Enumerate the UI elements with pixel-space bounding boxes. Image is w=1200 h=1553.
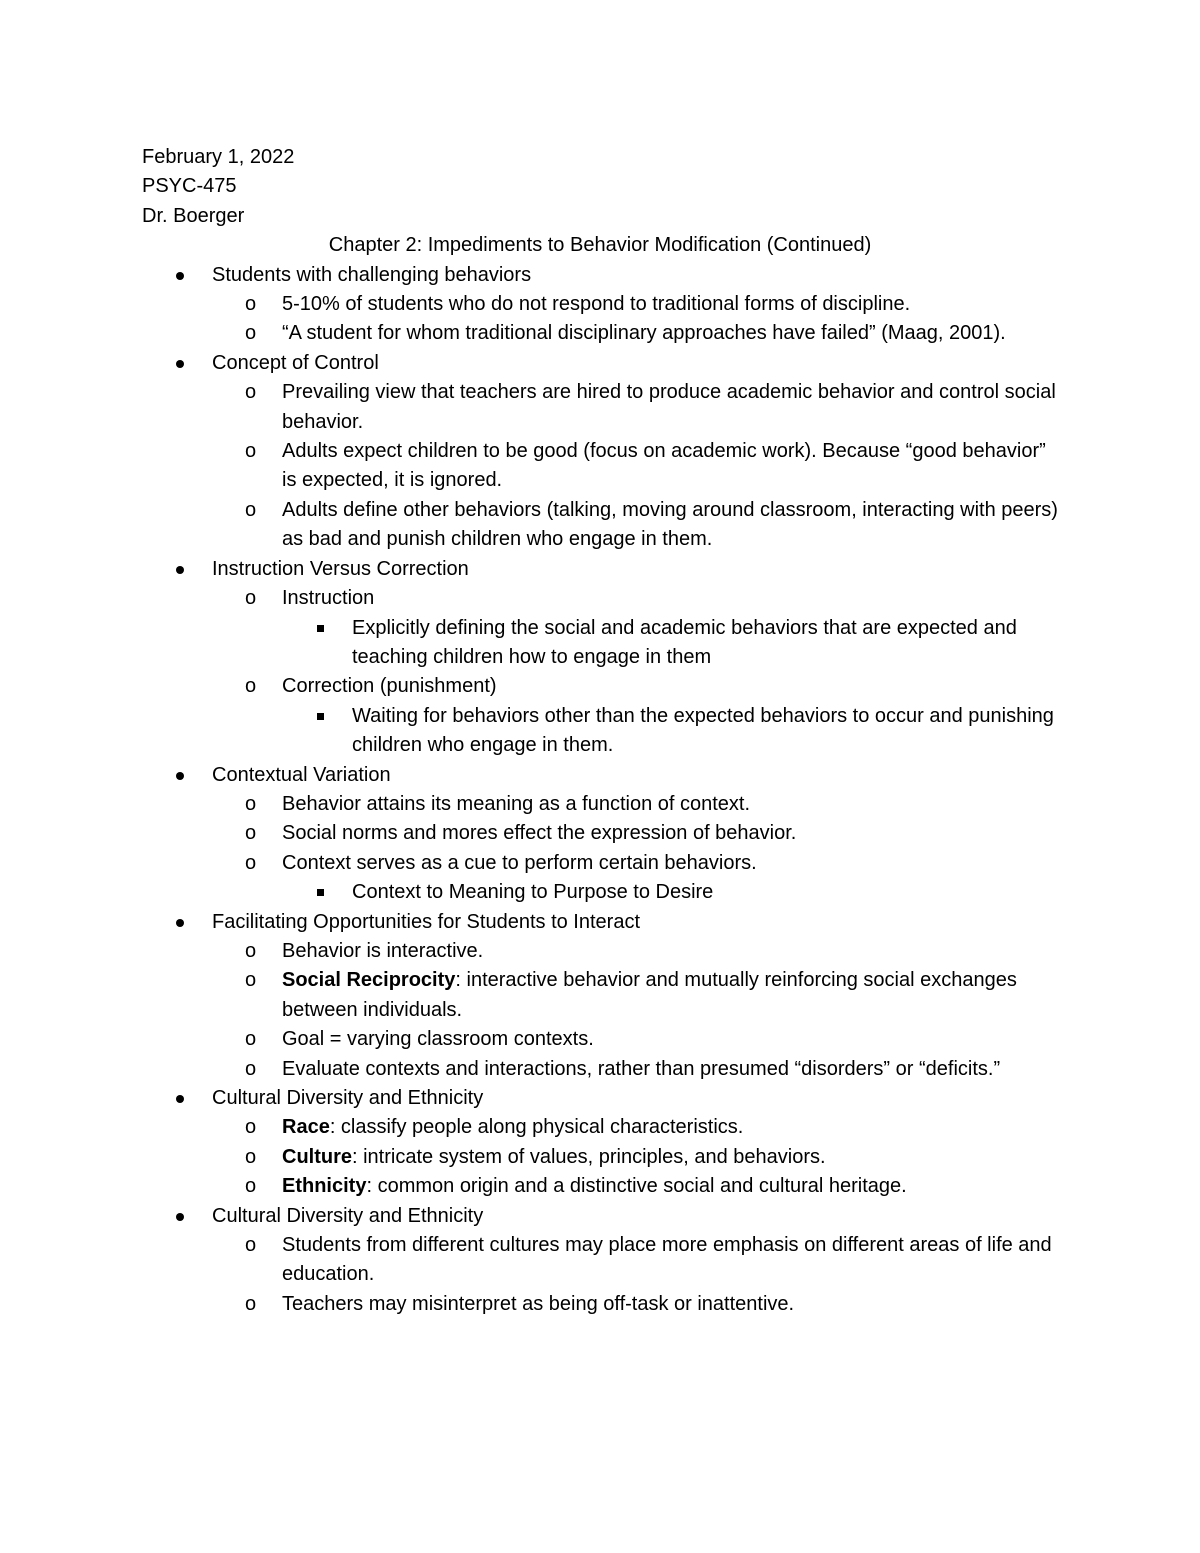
subitem-text: Evaluate contexts and interactions, rather than presumed “disorders” or “deficits.” [282, 1057, 1001, 1080]
section-title: Students with challenging behaviors [212, 263, 532, 286]
subitem [212, 1172, 1062, 1201]
subitem [212, 378, 1062, 437]
bullet-circle-icon: o [245, 587, 257, 610]
section-item [142, 555, 1062, 761]
subitem-text: Behavior attains its meaning as a function of context. [282, 792, 751, 815]
subitem [212, 1113, 1062, 1142]
subitem [212, 496, 1062, 555]
section-item [142, 349, 1062, 555]
subitem-list [212, 378, 1062, 554]
detail-list [282, 614, 1062, 673]
term-social-reciprocity: Social Reciprocity [282, 969, 456, 992]
section-item [142, 1202, 1062, 1320]
bullet-circle-icon: o [245, 293, 257, 316]
definition-text: : classify people along physical characteristics. [329, 1116, 744, 1139]
detail-item [282, 878, 1062, 907]
section-title: Cultural Diversity and Ethnicity [212, 1087, 484, 1109]
subitem-text [282, 1116, 743, 1138]
subitem-text [282, 1175, 907, 1197]
bullet-circle-icon: o [245, 969, 257, 992]
subitem [212, 1290, 1062, 1319]
bullet-circle-icon: o [245, 822, 257, 845]
subitem-list [212, 790, 1062, 908]
subitem-text: Adults define other behaviors (talking, moving around classroom, interacting with peers) as bad and punish children who engage in them. [282, 498, 1058, 551]
bullet-square-icon [317, 625, 324, 632]
bullet-circle-icon: o [245, 1116, 257, 1139]
section-item [142, 761, 1062, 908]
subitem-text: Instruction [282, 587, 375, 610]
bullet-circle-icon: o [245, 381, 257, 404]
subitem [212, 584, 1062, 672]
subitem-list [212, 290, 1062, 349]
section-title: Concept of Control [212, 351, 379, 374]
bullet-disc-icon [176, 919, 184, 927]
term-ethnicity: Ethnicity [282, 1175, 367, 1198]
subitem-list [212, 1231, 1062, 1319]
detail-text: Explicitly defining the social and academic behaviors that are expected and teaching children how to engage in them [352, 616, 1017, 668]
bullet-disc-icon [176, 772, 184, 780]
subitem [212, 1025, 1062, 1054]
subitem-list [212, 584, 1062, 760]
bullet-disc-icon [176, 1095, 184, 1103]
bullet-circle-icon: o [245, 851, 257, 874]
subitem [212, 319, 1062, 348]
bullet-disc-icon [176, 272, 184, 280]
subitem-list [212, 937, 1062, 1084]
definition-text: : intricate system of values, principles, and behaviors. [352, 1145, 826, 1168]
section-item [142, 1084, 1062, 1202]
notes-content [142, 143, 1062, 1319]
bullet-disc-icon [176, 360, 184, 368]
course-line: PSYC-475 [142, 175, 237, 198]
subitem [212, 966, 1062, 1025]
subitem [212, 819, 1062, 848]
subitem-text: Teachers may misinterpret as being off-task or inattentive. [282, 1292, 795, 1315]
subitem-text: “A student for whom traditional disciplinary approaches have failed” (Maag, 2001). [282, 322, 1006, 345]
bullet-square-icon [317, 889, 324, 896]
subitem-text: Prevailing view that teachers are hired to produce academic behavior and control social behavior. [282, 381, 1056, 433]
bullet-disc-icon [176, 566, 184, 574]
bullet-circle-icon: o [245, 939, 257, 962]
bullet-circle-icon: o [245, 1292, 257, 1315]
outline-list [142, 261, 1062, 1320]
subitem-text: Goal = varying classroom contexts. [282, 1028, 594, 1051]
section-title: Facilitating Opportunities for Students to Interact [212, 910, 640, 933]
detail-item [282, 614, 1062, 673]
term-culture: Culture [282, 1145, 352, 1168]
subitem-text: 5-10% of students who do not respond to traditional forms of discipline. [282, 293, 911, 316]
bullet-disc-icon [176, 1213, 184, 1221]
bullet-circle-icon: o [245, 792, 257, 815]
bullet-square-icon [317, 713, 324, 720]
subitem [212, 849, 1062, 908]
bullet-circle-icon: o [245, 675, 257, 698]
subitem [212, 937, 1062, 966]
date-line: February 1, 2022 [142, 146, 295, 168]
subitem [212, 437, 1062, 496]
bullet-circle-icon: o [245, 1028, 257, 1051]
subitem-text: Adults expect children to be good (focus on academic work). Because “good behavior” is expected, it is ignored. [282, 440, 1046, 492]
section-title: Contextual Variation [212, 763, 391, 786]
definition-text: : interactive behavior and mutually reinforcing social exchanges between individuals. [282, 969, 1017, 1021]
subitem-text: Behavior is interactive. [282, 939, 484, 962]
bullet-circle-icon: o [245, 322, 257, 345]
subitem [212, 290, 1062, 319]
bullet-circle-icon: o [245, 440, 257, 463]
bullet-circle-icon: o [245, 1175, 257, 1198]
subitem [212, 790, 1062, 819]
subitem-text [282, 1146, 826, 1168]
detail-list [282, 702, 1062, 761]
term-race: Race [282, 1116, 330, 1139]
section-title: Instruction Versus Correction [212, 557, 469, 580]
bullet-circle-icon: o [245, 1057, 257, 1080]
subitem-list [212, 1113, 1062, 1201]
subitem-text: Context serves as a cue to perform certain behaviors. [282, 851, 757, 874]
section-title: Cultural Diversity and Ethnicity [212, 1204, 484, 1227]
bullet-circle-icon: o [245, 498, 257, 521]
subitem [212, 1231, 1062, 1290]
subitem-text: Students from different cultures may place more emphasis on different areas of life and education. [282, 1234, 1052, 1286]
subitem-text: Correction (punishment) [282, 675, 497, 698]
section-item [142, 261, 1062, 349]
subitem [212, 1055, 1062, 1084]
subitem-text: Social norms and mores effect the expression of behavior. [282, 822, 797, 845]
chapter-title: Chapter 2: Impediments to Behavior Modification (Continued) [328, 234, 872, 257]
subitem [212, 1143, 1062, 1172]
bullet-circle-icon: o [245, 1145, 257, 1168]
detail-text: Waiting for behaviors other than the expected behaviors to occur and punishing children who engage in them. [352, 704, 1054, 757]
detail-item [282, 702, 1062, 761]
bullet-circle-icon: o [245, 1234, 257, 1257]
instructor-line: Dr. Boerger [142, 204, 245, 227]
definition-text: : common origin and a distinctive social and cultural heritage. [366, 1175, 907, 1198]
subitem-text [282, 969, 1017, 1020]
detail-list [282, 878, 1062, 907]
subitem [212, 672, 1062, 760]
section-item [142, 908, 1062, 1084]
detail-text: Context to Meaning to Purpose to Desire [352, 881, 714, 904]
